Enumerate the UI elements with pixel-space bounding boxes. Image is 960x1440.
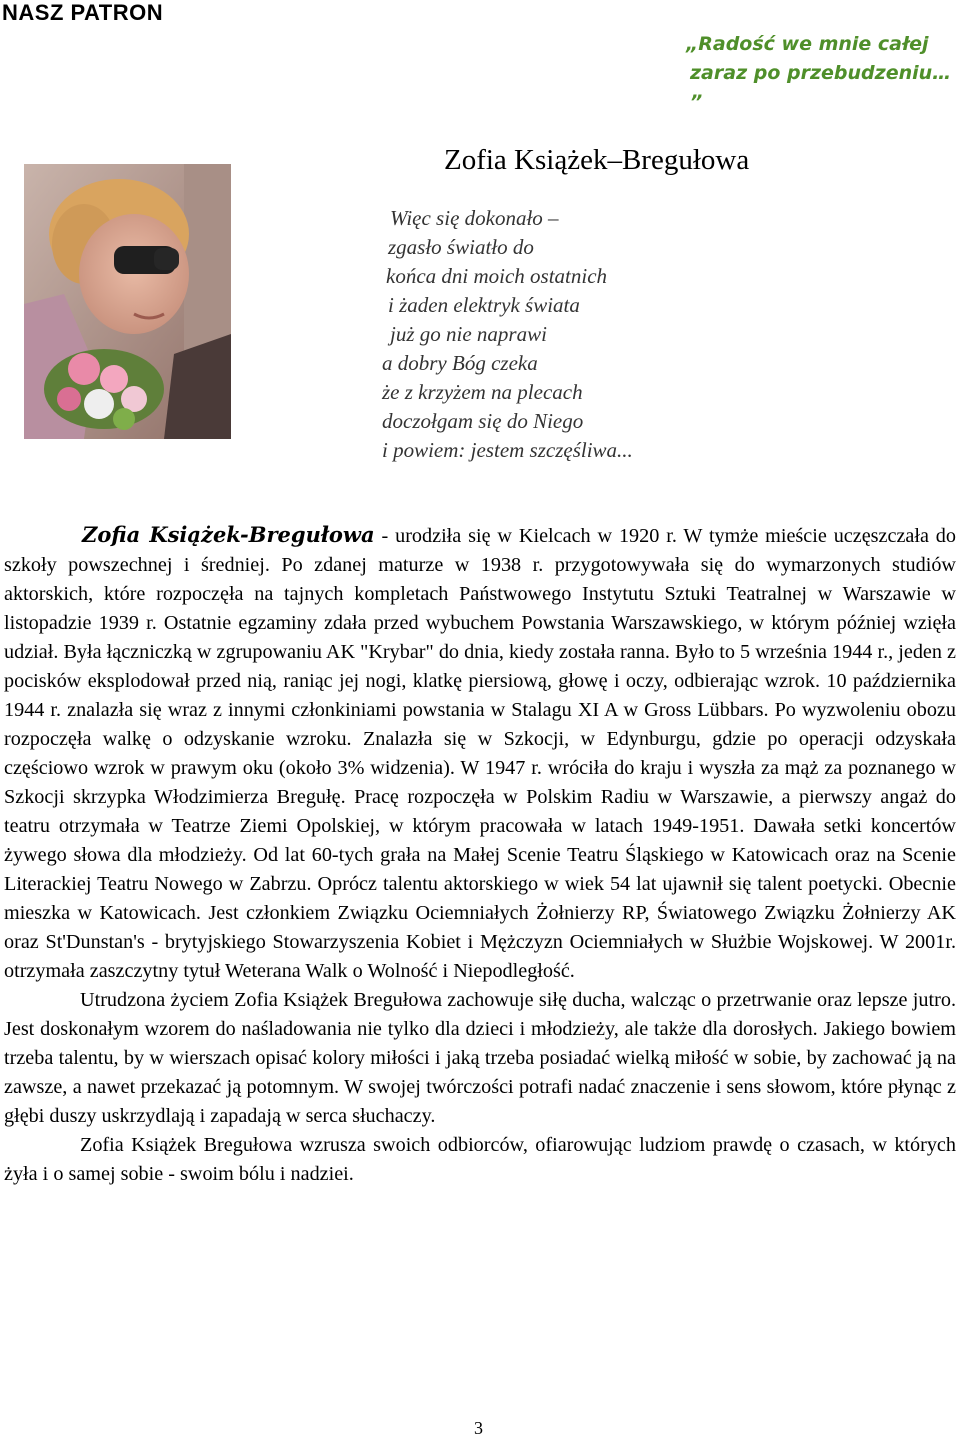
poem-line: zgasło światło do: [388, 235, 534, 259]
bio-paragraph-1: [4, 520, 956, 986]
motto-line-2: zaraz po przebudzeniu… ”: [690, 62, 952, 113]
biography: [4, 520, 956, 1189]
page-number: 3: [474, 1418, 483, 1438]
author-title: Zofia Książek–Bregułowa: [444, 144, 750, 176]
portrait-photo: [24, 164, 231, 439]
poem-line: końca dni moich ostatnich: [386, 264, 608, 288]
poem: [382, 204, 633, 465]
poem-line: i żaden elektryk świata: [388, 293, 580, 317]
poem-line: już go nie naprawi: [390, 322, 547, 346]
bio-paragraph-2: Utrudzona życiem Zofia Książek Bregułowa zachowuje siłę ducha, walcząc o przetrwanie oraz lepsze jutro. Jest doskonałym wzorem do naśladowania nie tylko dla dzieci i młodzieży, ale także dla dorosłych. Jakiego bowiem trzeba talentu, by w wierszach opisać kolory miłości i jaką trzeba posiadać wielką miłość w sobie, by zachować ją na zawsze, a nawet przekazać ją potomnym. W swojej twórczości potrafi nadać znaczenie i sens słowom, które płynąc z głębi duszy uskrzydlają i zapadają w serca słuchaczy.: [4, 989, 956, 1127]
page-header: NASZ PATRON: [2, 0, 164, 25]
poem-line: a dobry Bóg czeka: [382, 351, 538, 375]
bio-paragraph-1-text: - urodziła się w Kielcach w 1920 r. W tymże mieście uczęszczała do szkoły powszechnej i średniej. Po zdanej maturze w 1938 r. przygotowywała się do wymarzonych studiów aktorskich, które rozpoczęła na tajnych kompletach Państwowego Instytutu Sztuki Teatralnej w Warszawie w listopadzie 1939 r. Ostatnie egzaminy zdała przed wybuchem Powstania Warszawskiego, w którym później wzięła udział. Była łączniczką w zgrupowaniu AK "Krybar" do dnia, kiedy została ranna. Było to 5 września 1944 r., jeden z pocisków eksplodował przed nią, raniąc jej nogi, klatkę piersiową, głowę i oczy, odbierając wzrok. 10 października 1944 r. znalazła się wraz z innymi członkiniami powstania w Stalagu XI A w Gross Lübbars. Po wyzwoleniu obozu rozpoczęła walkę o odzyskanie wzroku. Znalazła się w Szkocji, w Edynburgu, gdzie po operacji odzyskała częściowo wzrok w prawym oku (około 3% widzenia). W 1947 r. wróciła do kraju i wyszła za mąż za poznanego w Szkocji skrzypka Włodzimierza Bregułę. Pracę rozpoczęła w Polskim Radiu w Warszawie, a pierwszy angaż do teatru otrzymała w Teatrze Ziemi Opolskiej, w którym pracowała w latach 1949-1951. Dawała setki koncertów żywego słowa dla młodzieży. Od lat 60-tych grała na Małej Scenie Teatru Śląskiego w Katowicach oraz na Scenie Literackiej Teatru Nowego w Zabrzu. Oprócz talentu aktorskiego w wiek 54 lat ujawnił się talent poetycki. Obecnie mieszka w Katowicach. Jest członkiem Związku Ociemniałych Żołnierzy RP, Światowego Związku Żołnierzy AK oraz St'Dunstan's - brytyjskiego Stowarzyszenia Kobiet i Mężczyzn Ociemniałych w Służbie Wojskowej. W 2001r. otrzymała zaszczytny tytuł Weterana Walk o Wolność i Niepodległość.: [4, 525, 956, 982]
poem-line: że z krzyżem na plecach: [382, 380, 583, 404]
motto-line-1: „Radość we mnie całej: [686, 33, 929, 55]
bio-lead-name: Zofia Książek-Bregułowa: [82, 522, 375, 547]
poem-line: i powiem: jestem szczęśliwa...: [382, 438, 633, 462]
motto-quote: [686, 30, 960, 117]
portrait-image: [24, 164, 231, 439]
poem-line: Więc się dokonało –: [390, 206, 559, 230]
poem-line: doczołgam się do Niego: [382, 409, 584, 433]
bio-paragraph-3: Zofia Książek Bregułowa wzrusza swoich odbiorców, ofiarowując ludziom prawdę o czasach, w których żyła i o samej sobie - swoim bólu i nadziei.: [4, 1134, 956, 1185]
